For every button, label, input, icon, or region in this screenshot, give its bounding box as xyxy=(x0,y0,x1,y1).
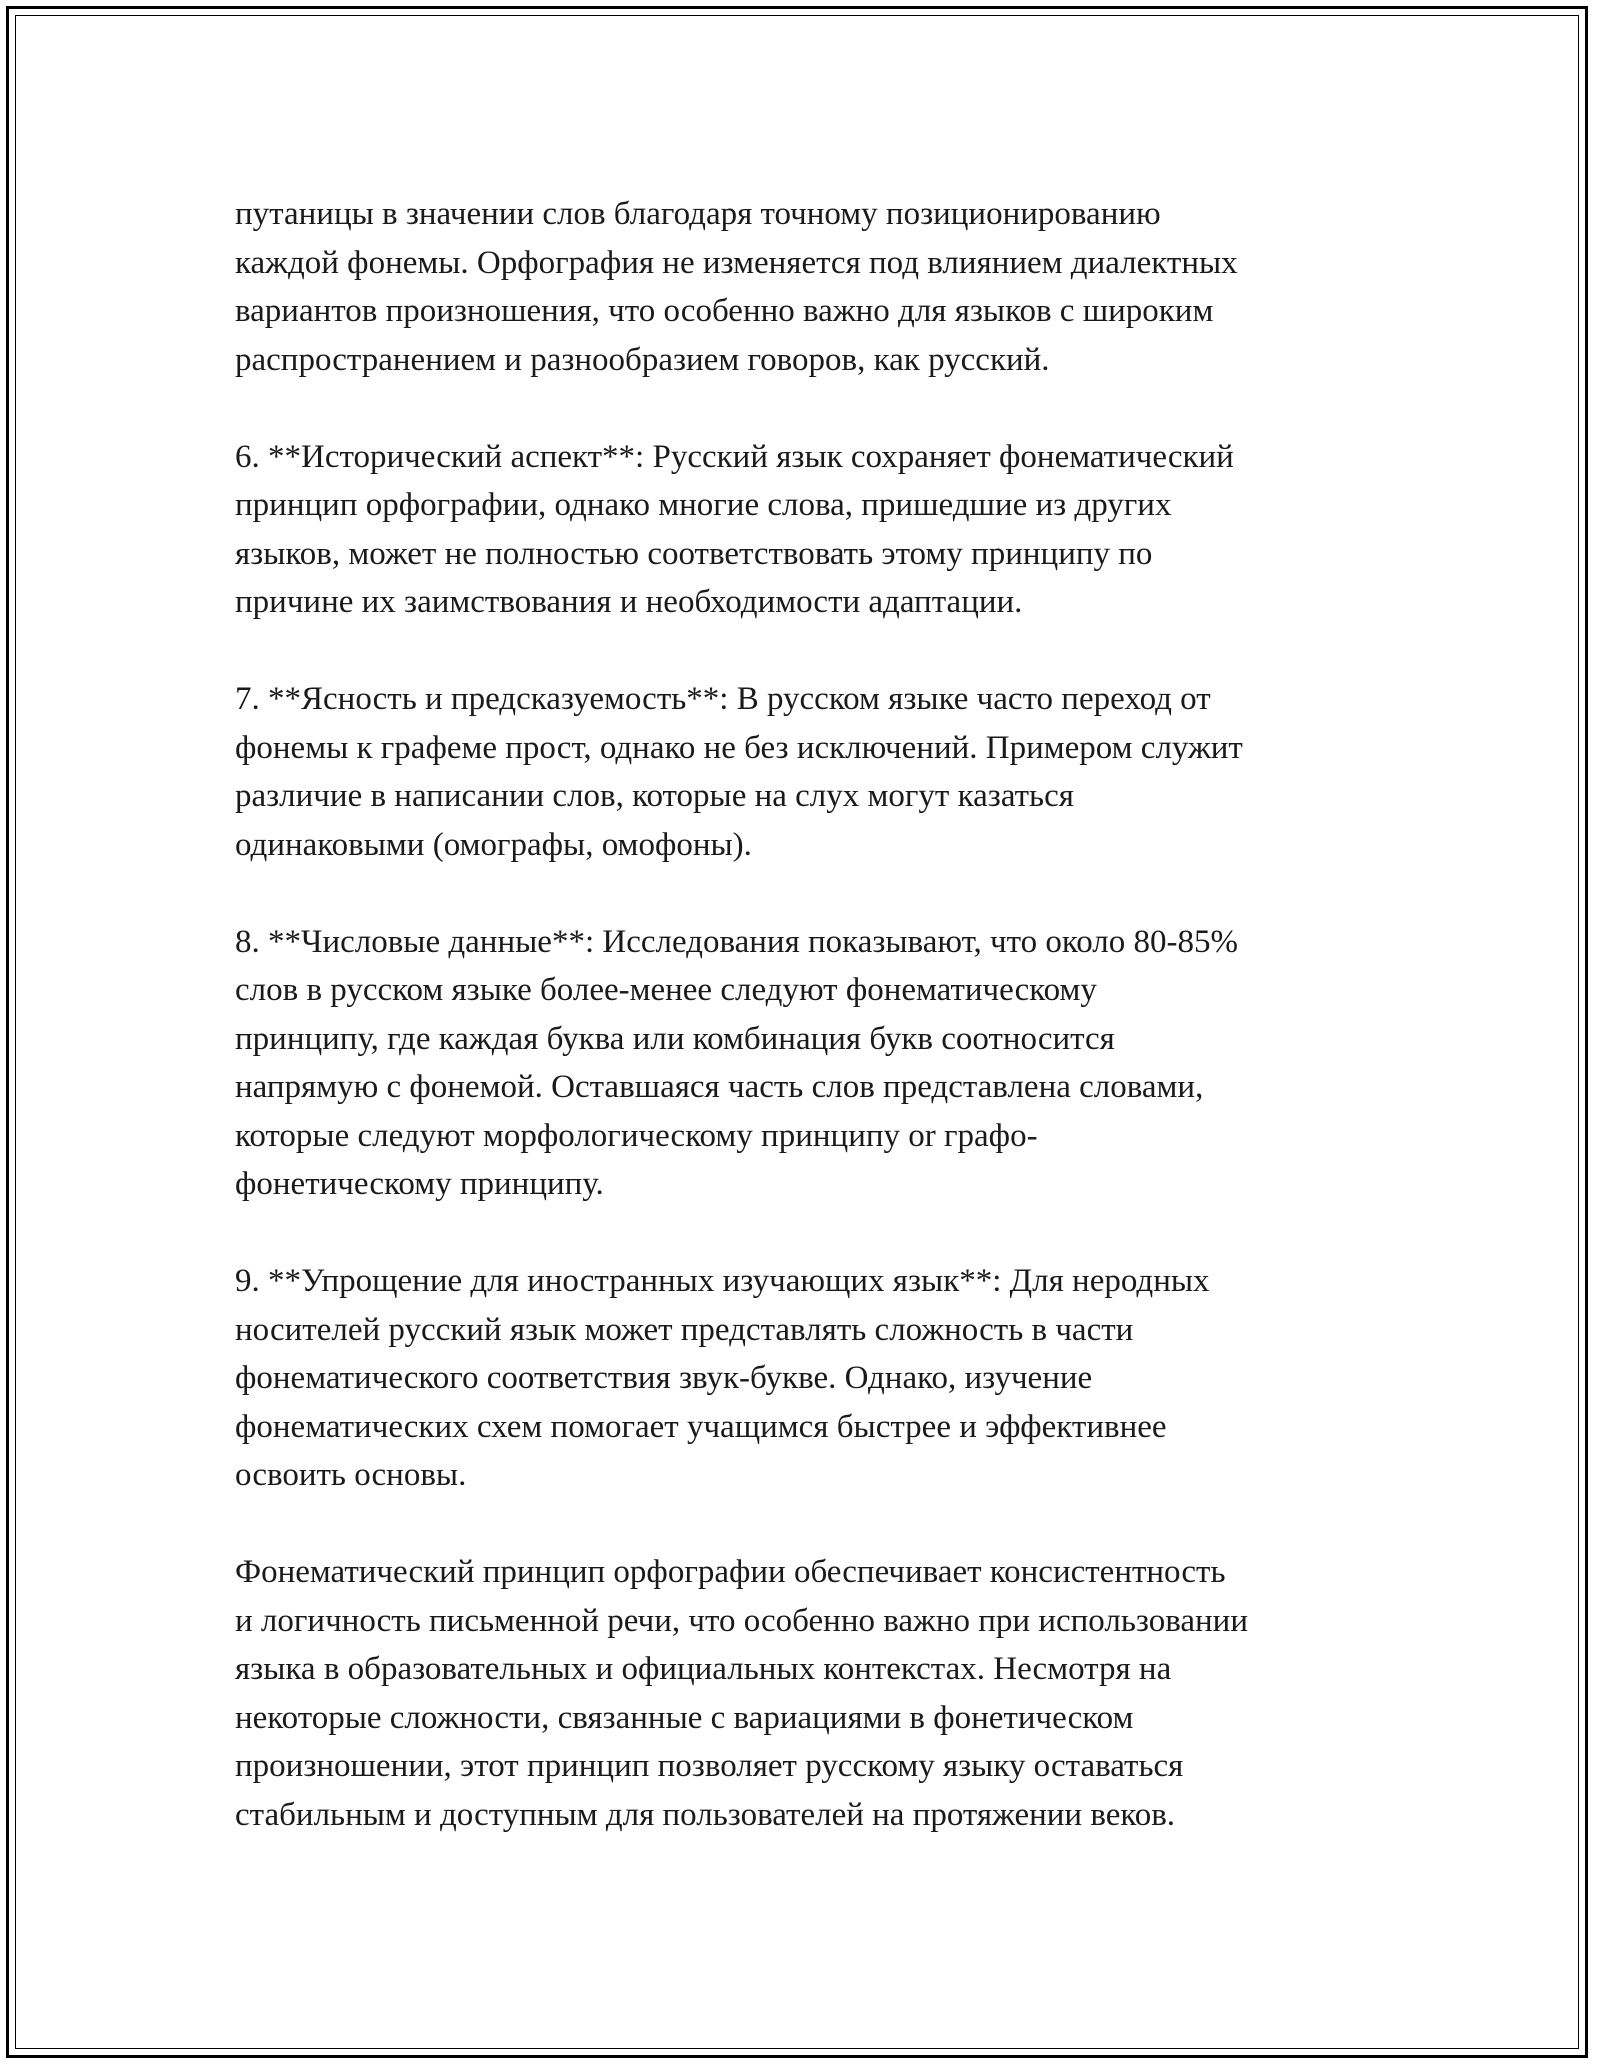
text-line: 7. **Ясность и предсказуемость**: В русском языке часто переход от xyxy=(235,681,1211,717)
text-line: различие в написании слов, которые на слух могут казаться xyxy=(235,778,1074,814)
paragraph-item-6 xyxy=(235,433,1375,627)
text-line: путаницы в значении слов благодаря точному позиционированию xyxy=(235,196,1161,232)
text-line: произношении, этот принцип позволяет русскому языку оставаться xyxy=(235,1748,1184,1784)
text-line: стабильным и доступным для пользователей на протяжении веков. xyxy=(235,1796,1176,1833)
text-line: одинаковыми (омографы, омофоны). xyxy=(235,826,752,863)
text-line: и логичность письменной речи, что особенно важно при использовании xyxy=(235,1602,1248,1639)
text-line: принцип орфографии, однако многие слова, пришедшие из других xyxy=(235,487,1172,523)
text-line: фонематического соответствия звук-букве. Однако, изучение xyxy=(235,1360,1093,1396)
paragraph-item-9 xyxy=(235,1257,1375,1500)
text-line: распространением и разнообразием говоров, как русский. xyxy=(235,341,1050,378)
text-line: которые следуют морфологическому принципу or графо- xyxy=(235,1117,1038,1154)
text-line: некоторые сложности, связанные с вариациями в фонетическом xyxy=(235,1699,1134,1736)
text-line: 8. **Числовые данные**: Исследования показывают, что около 80-85% xyxy=(235,923,1238,960)
text-line: Фонематический принцип орфографии обеспечивает консистентность xyxy=(235,1554,1226,1590)
text-line: носителей русский язык может представлять сложность в части xyxy=(235,1311,1134,1348)
text-line: 9. **Упрощение для иностранных изучающих язык**: Для неродных xyxy=(235,1263,1210,1299)
paragraph-conclusion xyxy=(235,1548,1375,1839)
text-line: языков, может не полностью соответствовать этому принципу по xyxy=(235,535,1153,572)
paragraph-continuation xyxy=(235,190,1375,384)
document-body xyxy=(235,190,1375,1888)
text-line: каждой фонемы. Орфография не изменяется под влиянием диалектных xyxy=(235,244,1238,281)
text-line: принципу, где каждая буква или комбинация букв соотносится xyxy=(235,1020,1115,1057)
text-line: фонетическому принципу. xyxy=(235,1166,604,1202)
text-line: 6. **Исторический аспект**: Русский язык сохраняет фонематический xyxy=(235,438,1234,475)
paragraph-item-8 xyxy=(235,918,1375,1209)
text-line: напрямую с фонемой. Оставшаяся часть слов представлена словами, xyxy=(235,1069,1204,1105)
text-line: фонемы к графеме прост, однако не без исключений. Примером служит xyxy=(235,729,1243,766)
text-line: вариантов произношения, что особенно важно для языков с широким xyxy=(235,293,1214,329)
text-line: фонематических схем помогает учащимся быстрее и эффективнее xyxy=(235,1408,1167,1445)
paragraph-item-7 xyxy=(235,675,1375,869)
text-line: языка в образовательных и официальных контекстах. Несмотря на xyxy=(235,1651,1172,1687)
text-line: слов в русском языке более-менее следуют фонематическому xyxy=(235,972,1097,1008)
text-line: освоить основы. xyxy=(235,1457,467,1493)
text-line: причине их заимствования и необходимости адаптации. xyxy=(235,584,1023,620)
